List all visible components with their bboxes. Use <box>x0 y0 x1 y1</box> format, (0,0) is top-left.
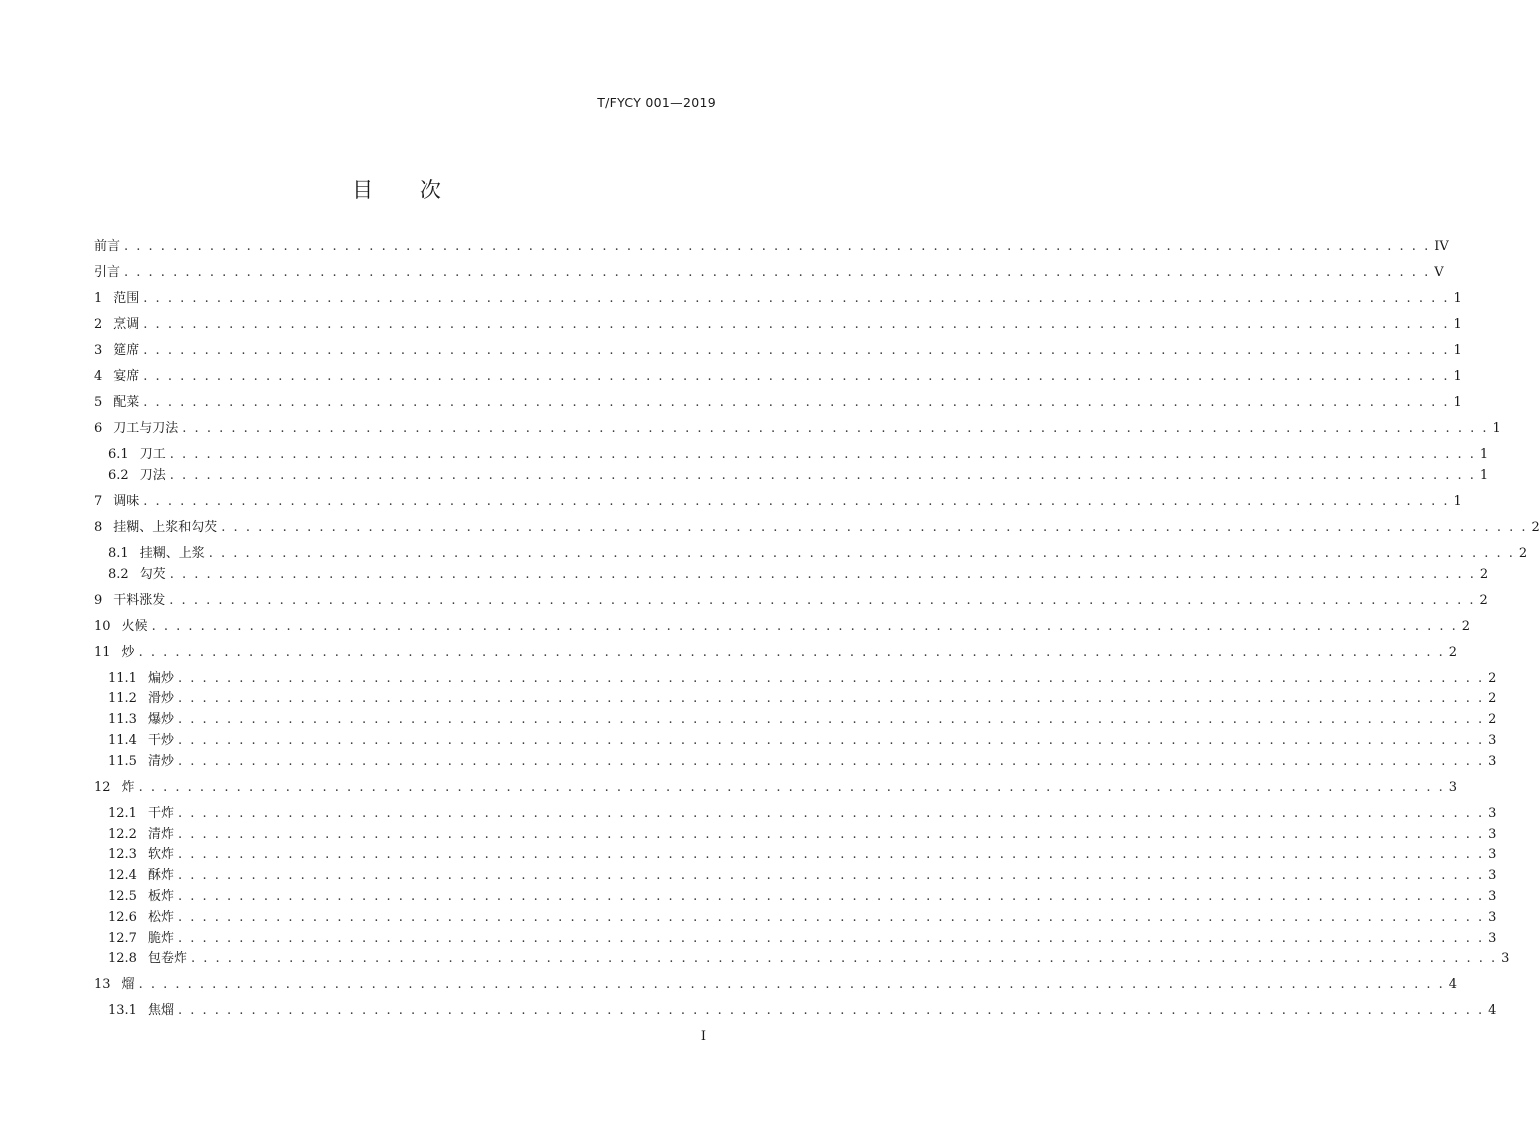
toc-dot-leader: . . . . . . . . . . . . . . . . . . . . . . . . . . . . . . . . . . . . . . . . . . . . . . . . . . . . . . . . . . . . . . . . . . . . . . . . . . . . . . . . . . . . . . . . . . . . . . . . . . . . . . . . . . . <box>190 951 1498 966</box>
toc-dot-leader: . . . . . . . . . . . . . . . . . . . . . . . . . . . . . . . . . . . . . . . . . . . . . . . . . . . . . . . . . . . . . . . . . . . . . . . . . . . . . . . . . . . . . . . . . . . . . . . . . . . . . . . . . . . <box>177 806 1485 821</box>
toc-entry[interactable] <box>108 805 1497 823</box>
toc-entry-number: 9 <box>94 593 103 608</box>
toc-entry-page: 1 <box>1453 494 1462 509</box>
toc-dot-leader: . . . . . . . . . . . . . . . . . . . . . . . . . . . . . . . . . . . . . . . . . . . . . . . . . . . . . . . . . . . . . . . . . . . . . . . . . . . . . . . . . . . . . . . . . . . . . . . . . . . . . . . . . . . <box>138 645 1445 660</box>
toc-entry-title: 刀法 <box>139 468 166 483</box>
toc-dot-leader: . . . . . . . . . . . . . . . . . . . . . . . . . . . . . . . . . . . . . . . . . . . . . . . . . . . . . . . . . . . . . . . . . . . . . . . . . . . . . . . . . . . . . . . . . . . . . . . . . . . . . . . . . . . <box>208 546 1515 561</box>
toc-entry-page: 2 <box>1488 712 1497 727</box>
toc-entry-number: 12.2 <box>108 827 137 842</box>
toc-entry[interactable] <box>94 420 1501 438</box>
toc-entry-title: 软炸 <box>147 847 174 862</box>
toc-entry-page: V <box>1434 265 1444 280</box>
toc-entry[interactable] <box>94 779 1458 797</box>
toc-dot-leader: . . . . . . . . . . . . . . . . . . . . . . . . . . . . . . . . . . . . . . . . . . . . . . . . . . . . . . . . . . . . . . . . . . . . . . . . . . . . . . . . . . . . . . . . . . . . . . . . . . . . . . . . . . . <box>177 754 1485 769</box>
toc-entry[interactable] <box>108 467 1489 485</box>
toc-dot-leader: . . . . . . . . . . . . . . . . . . . . . . . . . . . . . . . . . . . . . . . . . . . . . . . . . . . . . . . . . . . . . . . . . . . . . . . . . . . . . . . . . . . . . . . . . . . . . . . . . . . . . . . . . . . <box>143 395 1450 410</box>
toc-dot-leader: . . . . . . . . . . . . . . . . . . . . . . . . . . . . . . . . . . . . . . . . . . . . . . . . . . . . . . . . . . . . . . . . . . . . . . . . . . . . . . . . . . . . . . . . . . . . . . . . . . . . . . . . . . . <box>151 619 1458 634</box>
toc-entry-page: 1 <box>1479 468 1489 483</box>
toc-entry-title: 煸炒 <box>147 671 174 686</box>
toc-dot-leader: . . . . . . . . . . . . . . . . . . . . . . . . . . . . . . . . . . . . . . . . . . . . . . . . . . . . . . . . . . . . . . . . . . . . . . . . . . . . . . . . . . . . . . . . . . . . . . . . . . . . . . . . . . . <box>169 593 1476 608</box>
toc-entry-page: 1 <box>1453 291 1462 306</box>
toc-entry-title: 熘 <box>121 977 135 992</box>
toc-entry-page: 4 <box>1448 977 1458 992</box>
toc-entry[interactable] <box>108 950 1510 968</box>
toc-dot-leader: . . . . . . . . . . . . . . . . . . . . . . . . . . . . . . . . . . . . . . . . . . . . . . . . . . . . . . . . . . . . . . . . . . . . . . . . . . . . . . . . . . . . . . . . . . . . . . . . . . . . . . . . . . . <box>177 827 1485 842</box>
toc-entry-title: 爆炒 <box>147 712 174 727</box>
toc-entry-number: 6.1 <box>108 447 129 462</box>
toc-dot-leader: . . . . . . . . . . . . . . . . . . . . . . . . . . . . . . . . . . . . . . . . . . . . . . . . . . . . . . . . . . . . . . . . . . . . . . . . . . . . . . . . . . . . . . . . . . . . . . . . . . . . . . . . . . . <box>182 421 1489 436</box>
toc-entry[interactable] <box>94 342 1462 360</box>
toc-entry-title: 调味 <box>113 494 140 509</box>
page-number: I <box>700 1029 706 1044</box>
toc-entry-page: IV <box>1434 239 1449 254</box>
toc-entry-number: 7 <box>94 494 103 509</box>
toc-entry-number: 13.1 <box>108 1003 137 1018</box>
document-code: T/FYCY 001—2019 <box>597 95 716 110</box>
toc-dot-leader: . . . . . . . . . . . . . . . . . . . . . . . . . . . . . . . . . . . . . . . . . . . . . . . . . . . . . . . . . . . . . . . . . . . . . . . . . . . . . . . . . . . . . . . . . . . . . . . . . . . . . . . . . . . <box>177 889 1485 904</box>
toc-dot-leader: . . . . . . . . . . . . . . . . . . . . . . . . . . . . . . . . . . . . . . . . . . . . . . . . . . . . . . . . . . . . . . . . . . . . . . . . . . . . . . . . . . . . . . . . . . . . . . . . . . . . . . . . . . . <box>143 343 1450 358</box>
toc-entry[interactable] <box>108 711 1497 729</box>
toc-entry-number: 12.6 <box>108 910 137 925</box>
toc-entry-title: 松炸 <box>147 910 174 925</box>
toc-entry-number: 11.5 <box>108 754 137 769</box>
toc-entry[interactable] <box>108 909 1497 927</box>
page-title: 目 次 <box>352 178 461 202</box>
toc-entry-title: 干料涨发 <box>113 593 166 608</box>
toc-entry-page: 2 <box>1479 593 1488 608</box>
toc-entry-number: 8.2 <box>108 567 129 582</box>
toc-entry-title: 烹调 <box>113 317 140 332</box>
toc-dot-leader: . . . . . . . . . . . . . . . . . . . . . . . . . . . . . . . . . . . . . . . . . . . . . . . . . . . . . . . . . . . . . . . . . . . . . . . . . . . . . . . . . . . . . . . . . . . . . . . . . . . . . . . . . . . <box>143 317 1450 332</box>
toc-entry-number: 11.2 <box>108 691 137 706</box>
toc-entry[interactable] <box>108 545 1528 563</box>
toc-entry-page: 2 <box>1448 645 1458 660</box>
toc-entry-number: 13 <box>94 977 111 992</box>
toc-entry-title: 范围 <box>113 291 140 306</box>
toc-entry-title: 酥炸 <box>147 868 174 883</box>
toc-dot-leader: . . . . . . . . . . . . . . . . . . . . . . . . . . . . . . . . . . . . . . . . . . . . . . . . . . . . . . . . . . . . . . . . . . . . . . . . . . . . . . . . . . . . . . . . . . . . . . . . . . . . . . . . . . . <box>177 671 1485 686</box>
toc-entry[interactable] <box>108 753 1497 771</box>
toc-entry-number: 1 <box>94 291 103 306</box>
toc-entry[interactable] <box>94 493 1462 511</box>
toc-entry[interactable] <box>108 846 1497 864</box>
toc-entry-title: 刀工与刀法 <box>113 421 179 436</box>
toc-entry-page: 2 <box>1461 619 1471 634</box>
toc-dot-leader: . . . . . . . . . . . . . . . . . . . . . . . . . . . . . . . . . . . . . . . . . . . . . . . . . . . . . . . . . . . . . . . . . . . . . . . . . . . . . . . . . . . . . . . . . . . . . . . . . . . . . . . . . . . <box>169 468 1476 483</box>
toc-entry-title: 配菜 <box>113 395 140 410</box>
toc-entry-page: 3 <box>1488 733 1497 748</box>
toc-entry-page: 1 <box>1492 421 1501 436</box>
toc-dot-leader: . . . . . . . . . . . . . . . . . . . . . . . . . . . . . . . . . . . . . . . . . . . . . . . . . . . . . . . . . . . . . . . . . . . . . . . . . . . . . . . . . . . . . . . . . . . . . . . . . . . . . . . . . . . <box>124 239 1431 254</box>
toc-entry-title: 清炸 <box>147 827 174 842</box>
toc-entry-title: 刀工 <box>139 447 166 462</box>
toc-entry-number: 11.3 <box>108 712 137 727</box>
toc-dot-leader: . . . . . . . . . . . . . . . . . . . . . . . . . . . . . . . . . . . . . . . . . . . . . . . . . . . . . . . . . . . . . . . . . . . . . . . . . . . . . . . . . . . . . . . . . . . . . . . . . . . . . . . . . . . <box>143 494 1450 509</box>
toc-dot-leader: . . . . . . . . . . . . . . . . . . . . . . . . . . . . . . . . . . . . . . . . . . . . . . . . . . . . . . . . . . . . . . . . . . . . . . . . . . . . . . . . . . . . . . . . . . . . . . . . . . . . . . . . . . . <box>124 265 1431 280</box>
toc-entry-number: 12.7 <box>108 931 137 946</box>
toc-entry-number: 10 <box>94 619 111 634</box>
toc-entry-page: 1 <box>1453 343 1462 358</box>
toc-entry[interactable] <box>108 446 1489 464</box>
toc-entry[interactable] <box>108 732 1497 750</box>
toc-entry-title: 引言 <box>94 265 121 280</box>
toc-entry-page: 2 <box>1488 691 1497 706</box>
toc-entry[interactable] <box>94 368 1462 386</box>
toc-dot-leader: . . . . . . . . . . . . . . . . . . . . . . . . . . . . . . . . . . . . . . . . . . . . . . . . . . . . . . . . . . . . . . . . . . . . . . . . . . . . . . . . . . . . . . . . . . . . . . . . . . . . . . . . . . . <box>177 931 1485 946</box>
toc-entry-number: 12.4 <box>108 868 137 883</box>
toc-dot-leader: . . . . . . . . . . . . . . . . . . . . . . . . . . . . . . . . . . . . . . . . . . . . . . . . . . . . . . . . . . . . . . . . . . . . . . . . . . . . . . . . . . . . . . . . . . . . . . . . . . . . . . . . . . . <box>143 369 1450 384</box>
toc-entry-page: 1 <box>1453 317 1462 332</box>
toc-dot-leader: . . . . . . . . . . . . . . . . . . . . . . . . . . . . . . . . . . . . . . . . . . . . . . . . . . . . . . . . . . . . . . . . . . . . . . . . . . . . . . . . . . . . . . . . . . . . . . . . . . . . . . . . . . . <box>221 520 1528 535</box>
toc-entry-number: 12.3 <box>108 847 137 862</box>
toc-entry-title: 炒 <box>121 645 135 660</box>
toc-entry-title: 炸 <box>121 780 135 795</box>
toc-entry-title: 清炒 <box>147 754 174 769</box>
toc-dot-leader: . . . . . . . . . . . . . . . . . . . . . . . . . . . . . . . . . . . . . . . . . . . . . . . . . . . . . . . . . . . . . . . . . . . . . . . . . . . . . . . . . . . . . . . . . . . . . . . . . . . . . . . . . . . <box>138 780 1445 795</box>
toc-entry[interactable] <box>108 867 1497 885</box>
toc-entry-page: 2 <box>1479 567 1489 582</box>
toc-entry-number: 2 <box>94 317 103 332</box>
toc-entry-page: 3 <box>1448 780 1458 795</box>
toc-entry[interactable] <box>94 238 1449 256</box>
toc-entry-page: 3 <box>1488 868 1497 883</box>
toc-entry-number: 6 <box>94 421 103 436</box>
toc-entry-page: 3 <box>1488 806 1497 821</box>
toc-entry[interactable] <box>94 519 1540 537</box>
toc-entry-number: 8 <box>94 520 103 535</box>
toc-dot-leader: . . . . . . . . . . . . . . . . . . . . . . . . . . . . . . . . . . . . . . . . . . . . . . . . . . . . . . . . . . . . . . . . . . . . . . . . . . . . . . . . . . . . . . . . . . . . . . . . . . . . . . . . . . . <box>169 567 1476 582</box>
toc-entry[interactable] <box>108 930 1497 948</box>
toc-dot-leader: . . . . . . . . . . . . . . . . . . . . . . . . . . . . . . . . . . . . . . . . . . . . . . . . . . . . . . . . . . . . . . . . . . . . . . . . . . . . . . . . . . . . . . . . . . . . . . . . . . . . . . . . . . . <box>177 847 1485 862</box>
toc-entry-number: 4 <box>94 369 103 384</box>
toc-entry-number: 11 <box>94 645 111 660</box>
toc-entry-number: 8.1 <box>108 546 129 561</box>
toc-entry-title: 宴席 <box>113 369 140 384</box>
toc-entry-number: 12.8 <box>108 951 137 966</box>
toc-entry-page: 3 <box>1488 754 1497 769</box>
toc-entry[interactable] <box>108 690 1497 708</box>
toc-entry-number: 12 <box>94 780 111 795</box>
toc-dot-leader: . . . . . . . . . . . . . . . . . . . . . . . . . . . . . . . . . . . . . . . . . . . . . . . . . . . . . . . . . . . . . . . . . . . . . . . . . . . . . . . . . . . . . . . . . . . . . . . . . . . . . . . . . . . <box>177 910 1485 925</box>
toc-dot-leader: . . . . . . . . . . . . . . . . . . . . . . . . . . . . . . . . . . . . . . . . . . . . . . . . . . . . . . . . . . . . . . . . . . . . . . . . . . . . . . . . . . . . . . . . . . . . . . . . . . . . . . . . . . . <box>143 291 1450 306</box>
toc-entry[interactable] <box>108 1002 1497 1020</box>
toc-entry-title: 滑炒 <box>147 691 174 706</box>
toc-entry-number: 12.5 <box>108 889 137 904</box>
toc-entry[interactable] <box>94 316 1462 334</box>
toc-entry-number: 11.1 <box>108 671 137 686</box>
toc-dot-leader: . . . . . . . . . . . . . . . . . . . . . . . . . . . . . . . . . . . . . . . . . . . . . . . . . . . . . . . . . . . . . . . . . . . . . . . . . . . . . . . . . . . . . . . . . . . . . . . . . . . . . . . . . . . <box>177 868 1485 883</box>
toc-dot-leader: . . . . . . . . . . . . . . . . . . . . . . . . . . . . . . . . . . . . . . . . . . . . . . . . . . . . . . . . . . . . . . . . . . . . . . . . . . . . . . . . . . . . . . . . . . . . . . . . . . . . . . . . . . . <box>169 447 1476 462</box>
toc-entry-title: 勾芡 <box>139 567 166 582</box>
toc-entry-number: 3 <box>94 343 103 358</box>
toc-entry-page: 2 <box>1531 520 1540 535</box>
toc-entry[interactable] <box>94 264 1444 282</box>
toc-entry-page: 3 <box>1488 827 1497 842</box>
toc-entry-page: 2 <box>1488 671 1497 686</box>
toc-entry-title: 干炒 <box>147 733 174 748</box>
toc-dot-leader: . . . . . . . . . . . . . . . . . . . . . . . . . . . . . . . . . . . . . . . . . . . . . . . . . . . . . . . . . . . . . . . . . . . . . . . . . . . . . . . . . . . . . . . . . . . . . . . . . . . . . . . . . . . <box>177 733 1485 748</box>
toc-entry-number: 6.2 <box>108 468 129 483</box>
toc-entry-page: 3 <box>1488 931 1497 946</box>
toc-entry-page: 3 <box>1488 889 1497 904</box>
toc-entry[interactable] <box>108 670 1497 688</box>
toc-entry-title: 干炸 <box>147 806 174 821</box>
toc-entry[interactable] <box>94 592 1488 610</box>
toc-entry-page: 3 <box>1488 847 1497 862</box>
toc-entry-title: 焦熘 <box>147 1003 174 1018</box>
toc-entry-page: 3 <box>1501 951 1510 966</box>
toc-entry-title: 前言 <box>94 239 121 254</box>
toc-entry-page: 1 <box>1453 395 1462 410</box>
toc-dot-leader: . . . . . . . . . . . . . . . . . . . . . . . . . . . . . . . . . . . . . . . . . . . . . . . . . . . . . . . . . . . . . . . . . . . . . . . . . . . . . . . . . . . . . . . . . . . . . . . . . . . . . . . . . . . <box>138 977 1445 992</box>
toc-entry[interactable] <box>94 394 1462 412</box>
toc-entry-title: 筵席 <box>113 343 140 358</box>
toc-entry-number: 11.4 <box>108 733 137 748</box>
toc-entry[interactable] <box>94 644 1458 662</box>
toc-entry-title: 挂糊、上浆和勾芡 <box>113 520 218 535</box>
toc-entry-title: 火候 <box>121 619 148 634</box>
toc-entry[interactable] <box>108 566 1489 584</box>
toc-entry-number: 5 <box>94 395 103 410</box>
toc-dot-leader: . . . . . . . . . . . . . . . . . . . . . . . . . . . . . . . . . . . . . . . . . . . . . . . . . . . . . . . . . . . . . . . . . . . . . . . . . . . . . . . . . . . . . . . . . . . . . . . . . . . . . . . . . . . <box>177 691 1485 706</box>
toc-entry[interactable] <box>108 888 1497 906</box>
toc-entry-page: 1 <box>1479 447 1489 462</box>
toc-entry[interactable] <box>108 826 1497 844</box>
toc-dot-leader: . . . . . . . . . . . . . . . . . . . . . . . . . . . . . . . . . . . . . . . . . . . . . . . . . . . . . . . . . . . . . . . . . . . . . . . . . . . . . . . . . . . . . . . . . . . . . . . . . . . . . . . . . . . <box>177 1003 1485 1018</box>
toc-entry-page: 2 <box>1518 546 1528 561</box>
toc-entry[interactable] <box>94 618 1471 636</box>
toc-entry-number: 12.1 <box>108 806 137 821</box>
toc-entry-page: 4 <box>1488 1003 1497 1018</box>
toc-entry-title: 挂糊、上浆 <box>139 546 205 561</box>
toc-entry-title: 板炸 <box>147 889 174 904</box>
toc-entry-page: 3 <box>1488 910 1497 925</box>
toc-entry-title: 脆炸 <box>147 931 174 946</box>
toc-entry-page: 1 <box>1453 369 1462 384</box>
toc-entry[interactable] <box>94 976 1458 994</box>
toc-dot-leader: . . . . . . . . . . . . . . . . . . . . . . . . . . . . . . . . . . . . . . . . . . . . . . . . . . . . . . . . . . . . . . . . . . . . . . . . . . . . . . . . . . . . . . . . . . . . . . . . . . . . . . . . . . . <box>177 712 1485 727</box>
toc-entry-title: 包卷炸 <box>147 951 187 966</box>
toc-entry[interactable] <box>94 290 1462 308</box>
